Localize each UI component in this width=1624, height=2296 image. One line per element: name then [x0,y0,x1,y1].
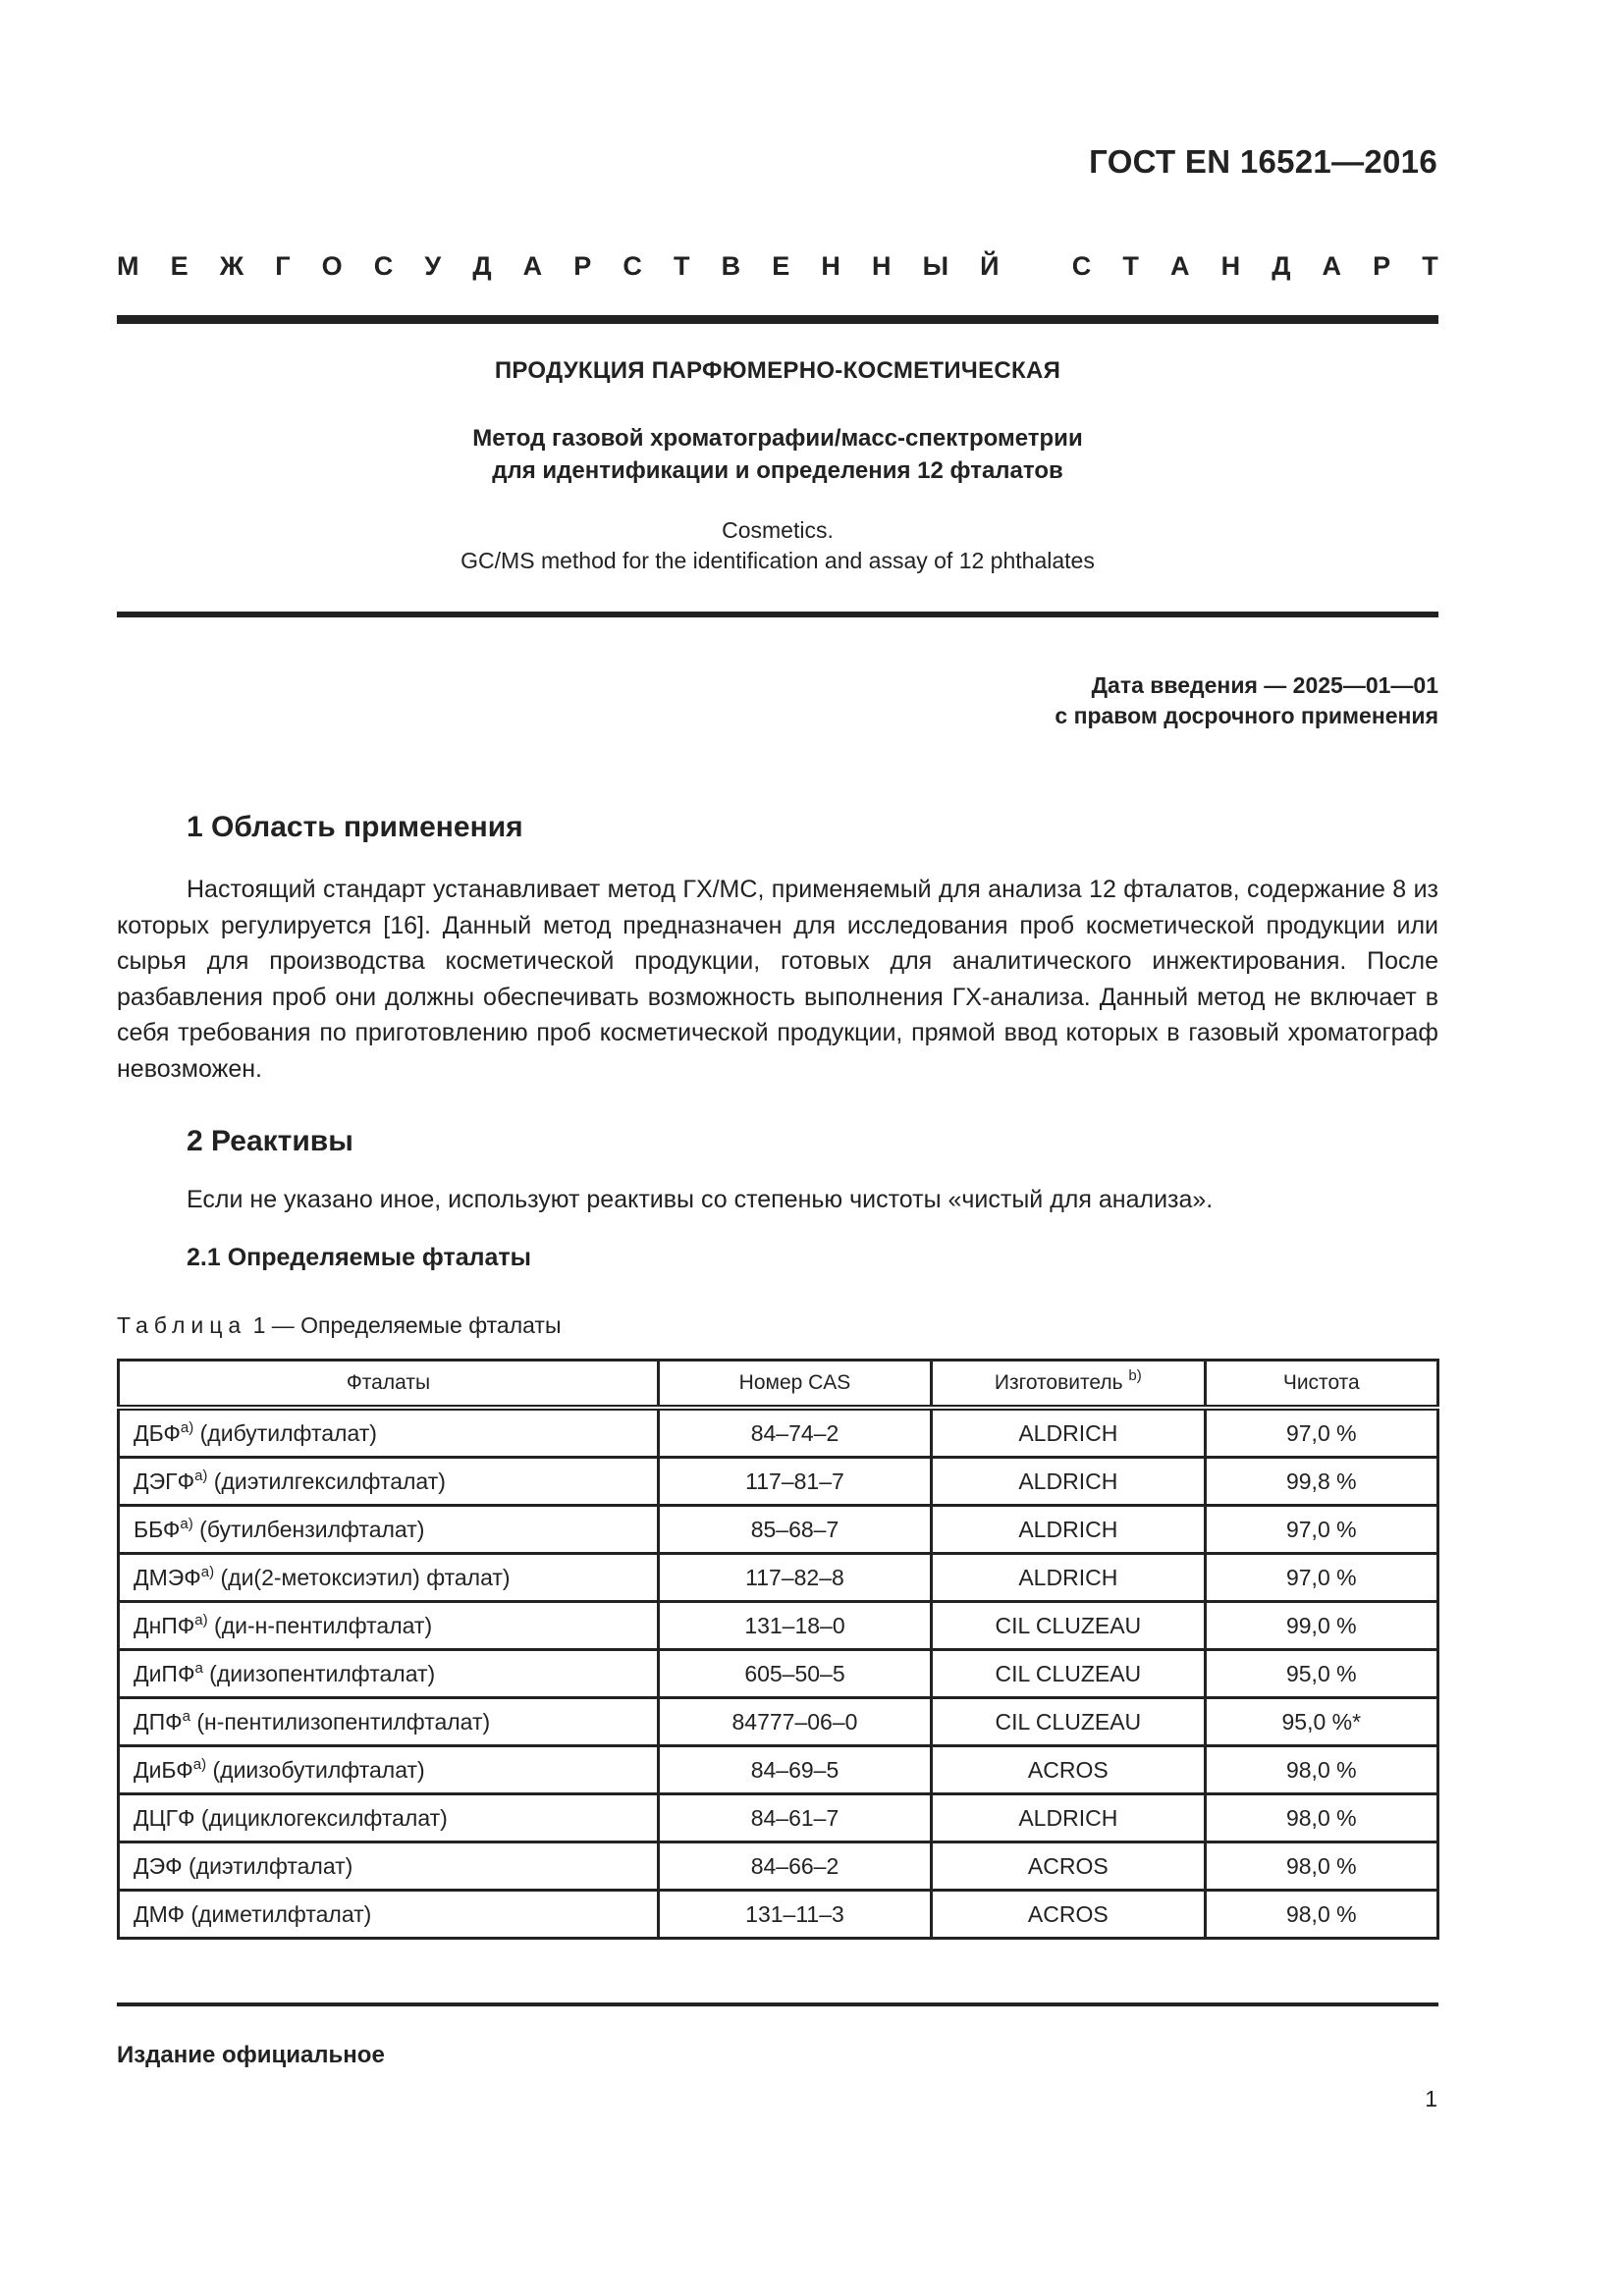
table-row [119,1554,1438,1602]
footnote-marker: a [194,1659,203,1677]
cell-purity: 99,0 % [1205,1602,1437,1650]
cell-manufacturer: CIL CLUZEAU [932,1602,1205,1650]
page-number: 1 [1425,2086,1437,2111]
cell-phthalate [119,1891,659,1939]
phthalate-name: (дибутилфталат) [193,1419,377,1446]
manufacturer-label: Изготовитель [994,1371,1123,1394]
cell-purity: 98,0 % [1205,1794,1437,1842]
cell-cas: 84777–06–0 [658,1698,931,1746]
cell-purity: 97,0 % [1205,1554,1437,1602]
table-caption-prefix: Таблица [117,1312,247,1338]
cell-purity: 95,0 % [1205,1650,1437,1698]
cell-cas: 605–50–5 [658,1650,931,1698]
phthalate-abbreviation: ДЦГФ [134,1804,195,1831]
footnote-marker: a) [180,1418,194,1436]
table-row [119,1458,1438,1506]
banner-letter: Т [1422,251,1438,281]
top-divider [117,315,1438,324]
cell-manufacturer: CIL CLUZEAU [932,1650,1205,1698]
table-caption [117,1312,561,1339]
footnote-marker: a) [192,1755,207,1773]
phthalate-name: (н-пентилизопентилфталат) [189,1708,491,1735]
footnote-marker: a) [180,1515,193,1532]
cell-phthalate [119,1554,659,1602]
phthalate-name: (диэтилгексилфталат) [207,1468,446,1494]
cell-cas: 117–81–7 [658,1458,931,1506]
scope-paragraph: Настоящий стандарт устанавливает метод ГХ/МС, применяемый для анализа 12 фталатов, содержание 8 из которых регулируется [16]. Данный метод предназначен для исследования проб косметической продукции или сырья для производства косметической продукции, готовых для аналитического инжектирования. После разбавления проб они должны обеспечивать возможность выполнения ГХ-анализа. Данный метод не включает в себя требования по приготовлению проб косметической продукции, прямой ввод которых в газовый хроматограф невозможен. [117,876,1438,1083]
cell-phthalate [119,1746,659,1794]
phthalate-name: (ди-н-пентилфталат) [207,1612,433,1638]
interstate-standard-banner [117,251,1438,282]
phthalate-name: (ди(2-метоксиэтил) фталат) [214,1564,511,1590]
banner-letter: Н [871,251,892,281]
phthalate-name: (диэтилфталат) [182,1852,353,1879]
cell-phthalate [119,1408,659,1458]
phthalate-abbreviation: ДМЭФ [134,1564,201,1590]
banner-letter: Д [472,251,492,281]
document-code: ГОСТ EN 16521—2016 [1089,143,1437,180]
banner-letter: Н [821,251,840,281]
cell-cas: 84–66–2 [658,1842,931,1891]
early-application-note: с правом досрочного применения [1055,703,1438,728]
cell-phthalate [119,1506,659,1554]
cell-purity: 99,8 % [1205,1458,1437,1506]
footer-divider [117,2002,1438,2006]
cell-cas: 131–18–0 [658,1602,931,1650]
cell-cas: 117–82–8 [658,1554,931,1602]
phthalate-abbreviation: ДБФ [134,1419,181,1446]
phthalate-abbreviation: ДЭФ [134,1852,183,1879]
banner-letter: Т [674,251,690,281]
cell-manufacturer: ALDRICH [932,1794,1205,1842]
table-caption-text: 1 — Определяемые фталаты [246,1312,562,1338]
footnote-marker: b) [1128,1367,1142,1384]
banner-letter: С [1071,251,1092,281]
table-row [119,1842,1438,1891]
phthalate-abbreviation: ДПФ [134,1708,183,1735]
cell-purity: 95,0 %* [1205,1698,1437,1746]
cell-manufacturer: ACROS [932,1891,1205,1939]
cell-phthalate [119,1794,659,1842]
cell-phthalate [119,1602,659,1650]
banner-letter: Е [772,251,790,281]
cell-cas: 84–74–2 [658,1408,931,1458]
english-title-line-2: GC/MS method for the identification and assay of 12 phthalates [460,548,1095,573]
cell-manufacturer: ALDRICH [932,1458,1205,1506]
table-row [119,1698,1438,1746]
banner-letter: Й [980,251,1000,281]
table-row [119,1506,1438,1554]
introduction-date [1055,670,1438,731]
column-header-cas: Номер CAS [658,1361,931,1409]
cell-cas: 85–68–7 [658,1506,931,1554]
table-header-row [119,1361,1438,1409]
banner-letter: М [117,251,139,281]
cell-manufacturer: ALDRICH [932,1554,1205,1602]
phthalate-abbreviation: ДЭГФ [134,1468,195,1494]
method-title [117,422,1438,487]
banner-letter: Е [170,251,189,281]
banner-letter: Г [275,251,291,281]
cell-cas: 84–69–5 [658,1746,931,1794]
reagents-paragraph: Если не указано иное, используют реактивы со степенью чистоты «чистый для анализа». [187,1186,1214,1213]
banner-letter: Р [573,251,592,281]
cell-manufacturer: ALDRICH [932,1506,1205,1554]
banner-letter: У [424,251,442,281]
cell-cas: 131–11–3 [658,1891,931,1939]
section-heading-scope: 1 Область применения [187,811,523,843]
footnote-marker: a) [194,1611,208,1629]
method-title-line-1: Метод газовой хроматографии/масс-спектрометрии [472,425,1083,452]
column-header-phthalates: Фталаты [119,1361,659,1409]
cell-purity: 98,0 % [1205,1842,1437,1891]
phthalate-name: (диизопентилфталат) [202,1660,436,1686]
cell-phthalate [119,1698,659,1746]
cell-manufacturer: ACROS [932,1842,1205,1891]
banner-letter: Д [1272,251,1291,281]
phthalate-name: (диметилфталат) [184,1900,372,1927]
cell-manufacturer: ACROS [932,1746,1205,1794]
banner-letter: А [1322,251,1342,281]
banner-letter: В [721,251,741,281]
phthalate-name: (диизобутилфталат) [206,1756,425,1783]
introduction-date-line: Дата введения — 2025—01—01 [1091,672,1438,698]
banner-letter: Р [1373,251,1391,281]
banner-letter: С [623,251,642,281]
cell-purity: 98,0 % [1205,1891,1437,1939]
table-row [119,1650,1438,1698]
banner-letter: С [373,251,394,281]
phthalate-abbreviation: ДнПФ [134,1612,195,1638]
table-row [119,1891,1438,1939]
cell-phthalate [119,1842,659,1891]
banner-letter: Ж [219,251,244,281]
cell-manufacturer: ALDRICH [932,1408,1205,1458]
phthalate-name: (бутилбензилфталат) [192,1516,425,1542]
banner-letter: Н [1220,251,1241,281]
banner-gap [1031,251,1041,282]
phthalates-table [117,1359,1439,1940]
banner-letter: А [1169,251,1190,281]
phthalate-abbreviation: ДиБФ [134,1756,193,1783]
table-row [119,1746,1438,1794]
banner-letter: Ы [922,251,949,281]
column-header-purity: Чистота [1205,1361,1437,1409]
phthalate-abbreviation: ДМФ [134,1900,185,1927]
english-title-line-1: Cosmetics. [722,517,834,543]
cell-purity: 97,0 % [1205,1506,1437,1554]
banner-letter: Т [1122,251,1139,281]
footnote-marker: a) [200,1563,215,1580]
footnote-marker: a [182,1707,190,1725]
cell-manufacturer: CIL CLUZEAU [932,1698,1205,1746]
banner-letter: О [321,251,343,281]
subsection-heading-phthalates: 2.1 Определяемые фталаты [187,1244,532,1271]
phthalate-abbreviation: ББФ [134,1516,181,1542]
table-row [119,1794,1438,1842]
official-edition-label: Издание официальное [117,2042,385,2068]
cell-purity: 98,0 % [1205,1746,1437,1794]
english-title [117,515,1438,576]
title-divider [117,612,1438,617]
cell-phthalate [119,1458,659,1506]
phthalate-name: (дициклогексилфталат) [194,1804,448,1831]
table-row [119,1408,1438,1458]
banner-letter: А [522,251,543,281]
section-heading-reagents: 2 Реактивы [187,1125,353,1157]
column-header-manufacturer [932,1361,1205,1409]
cell-purity: 97,0 % [1205,1408,1437,1458]
table-row [119,1602,1438,1650]
phthalate-abbreviation: ДиПФ [134,1660,195,1686]
product-title: ПРОДУКЦИЯ ПАРФЮМЕРНО-КОСМЕТИЧЕСКАЯ [494,357,1061,384]
footnote-marker: a) [194,1467,208,1484]
method-title-line-2: для идентификации и определения 12 фталатов [492,457,1063,484]
cell-phthalate [119,1650,659,1698]
cell-cas: 84–61–7 [658,1794,931,1842]
